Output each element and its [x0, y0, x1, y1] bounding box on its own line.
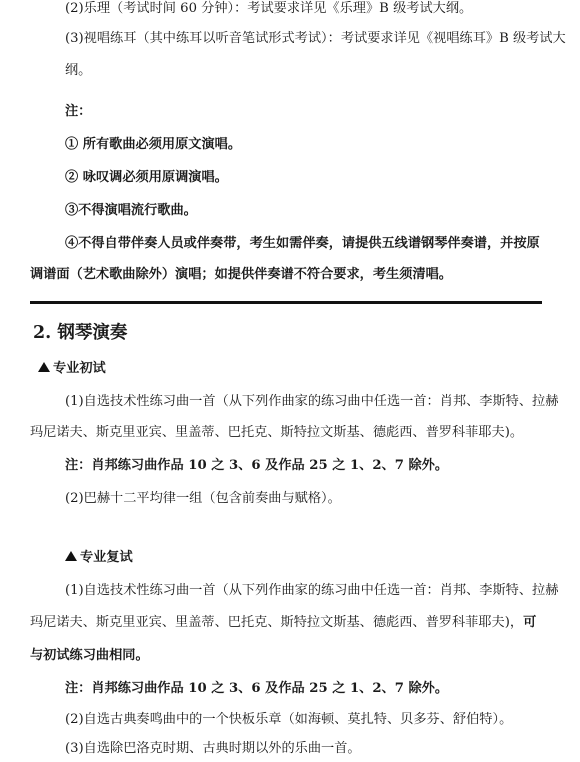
note-item-3: ③不得演唱流行歌曲。: [65, 203, 197, 218]
note-item-4: ④不得自带伴奏人员或伴奏带，考生如需伴奏，请提供五线谱钢琴伴奏谱，并按原: [65, 236, 540, 251]
retest-note: 注：肖邦练习曲作品 10 之 3、6 及作品 25 之 1、2、7 除外。: [65, 681, 449, 696]
retest-item-1-bold: 可: [523, 615, 537, 630]
retest-item-1-cont: [30, 614, 536, 632]
initial-note: 注：肖邦练习曲作品 10 之 3、6 及作品 25 之 1、2、7 除外。: [65, 458, 449, 473]
note-item-4-cont: 调谱面（艺术歌曲除外）演唱；如提供伴奏谱不符合要求，考生须清唱。: [30, 267, 452, 282]
section-heading: 2. 钢琴演奏: [33, 323, 128, 343]
initial-item-2: (2)巴赫十二平均律一组（包含前奏曲与赋格）。: [65, 491, 341, 506]
initial-item-1-cont: 玛尼诺夫、斯克里亚宾、里盖蒂、巴托克、斯特拉文斯基、德彪西、普罗科菲耶夫)。: [30, 425, 524, 440]
exam-item-music-theory: (2)乐理（考试时间 60 分钟）：考试要求详见《乐理》B 级考试大纲。: [65, 1, 473, 16]
retest-item-1-cont2: 与初试练习曲相同。: [30, 648, 149, 663]
triangle-icon: [65, 551, 77, 561]
subsection-initial: [38, 360, 106, 378]
note-item-1: ① 所有歌曲必须用原文演唱。: [65, 137, 242, 152]
note-label: 注：: [65, 104, 92, 119]
retest-item-2: (2)自选古典奏鸣曲中的一个快板乐章（如海顿、莫扎特、贝多芬、舒伯特）。: [65, 712, 513, 727]
subsection-retest: [65, 549, 133, 567]
note-item-2: ② 咏叹调必须用原调演唱。: [65, 170, 228, 185]
section-divider: [30, 301, 542, 304]
retest-item-3: (3)自选除巴洛克时期、古典时期以外的乐曲一首。: [65, 741, 361, 756]
exam-item-sight-singing: (3)视唱练耳（其中练耳以听音笔试形式考试）：考试要求详见《视唱练耳》B 级考试大: [65, 31, 566, 46]
triangle-icon: [38, 362, 50, 372]
retest-item-1-text: 玛尼诺夫、斯克里亚宾、里盖蒂、巴托克、斯特拉文斯基、德彪西、普罗科菲耶夫)，: [30, 615, 524, 630]
subsection-retest-label: 专业复试: [80, 550, 133, 565]
exam-item-sight-singing-cont: 纲。: [65, 63, 92, 78]
retest-item-1: (1)自选技术性练习曲一首（从下列作曲家的练习曲中任选一首：肖邦、李斯特、拉赫: [65, 583, 559, 598]
initial-item-1: (1)自选技术性练习曲一首（从下列作曲家的练习曲中任选一首：肖邦、李斯特、拉赫: [65, 394, 559, 409]
subsection-initial-label: 专业初试: [53, 361, 106, 376]
